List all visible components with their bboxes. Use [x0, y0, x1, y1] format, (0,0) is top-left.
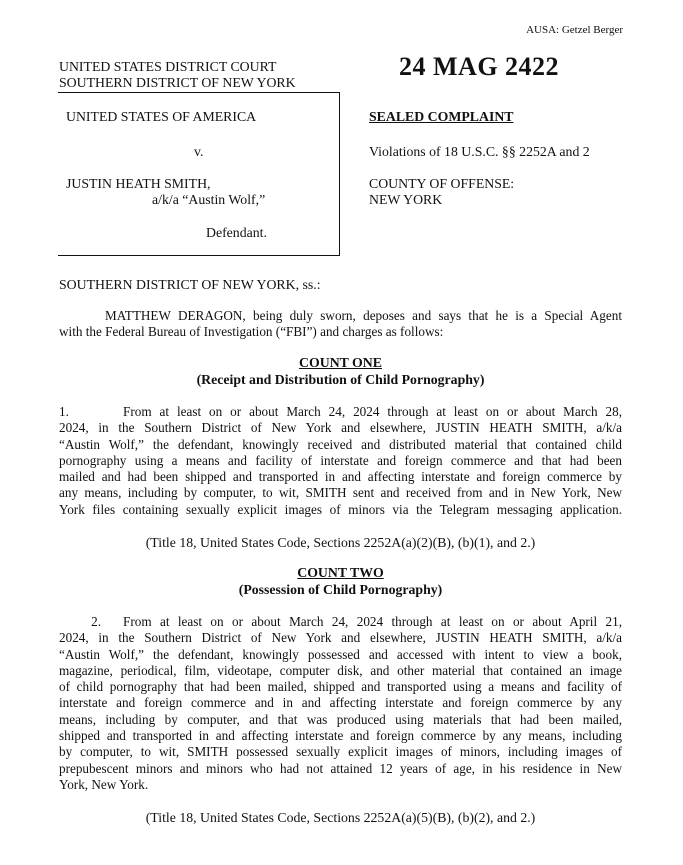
count-two-subheading: (Possession of Child Pornography)	[238, 582, 443, 597]
court-line-1: UNITED STATES DISTRICT COURT	[59, 59, 277, 74]
plaintiff-name: UNITED STATES OF AMERICA	[66, 109, 257, 124]
count-two-line-5: interstate and foreign commerce and in and affecting interstate and foreign commerce by any	[59, 695, 622, 711]
count-one-line-0-row	[59, 404, 622, 420]
count-two-line-7: shipped and transported in and affecting interstate and foreign commerce by any means, including	[59, 728, 622, 744]
intro-paragraph	[59, 308, 622, 341]
count-two-line-10: York, New York.	[59, 776, 149, 792]
count-two-line-8: by computer, to wit, SMITH possessed sexually explicit images of minors, including images of	[59, 744, 622, 760]
count-one-line-3: pornography using a means and facility of interstate and foreign commerce and that had been	[59, 452, 622, 468]
count-one-subheading: (Receipt and Distribution of Child Pornography)	[196, 372, 485, 387]
court-name	[59, 59, 296, 91]
count-two-line-3: magazine, periodical, film, videotape, computer disk, and other material that contained an image	[59, 662, 622, 678]
paragraph-number: 1.	[59, 404, 69, 419]
intro-line-1: MATTHEW DERAGON, being duly sworn, deposes and says that he is a Special Agent	[105, 308, 622, 323]
complaint-title: SEALED COMPLAINT	[369, 109, 514, 124]
count-one-statute: (Title 18, United States Code, Sections 2252A(a)(2)(B), (b)(1), and 2.)	[145, 535, 536, 550]
count-two-line-2: “Austin Wolf,” the defendant, knowingly possessed and accessed with intent to view a book,	[59, 646, 622, 662]
defendant-aka: a/k/a “Austin Wolf,”	[152, 192, 266, 207]
count-one-line-6: York files containing sexually explicit images of minors via the Telegram messaging application.	[59, 501, 622, 517]
count-two-heading: COUNT TWO	[297, 565, 384, 580]
count-one-line-2: “Austin Wolf,” the defendant, knowingly received and distributed material that contained child	[59, 436, 622, 452]
count-one-line-1: 2024, in the Southern District of New York and elsewhere, JUSTIN HEATH SMITH, a/k/a	[59, 420, 622, 436]
count-two-paragraph	[59, 614, 622, 793]
count-one-line-4: mailed and had been shipped and transported in and affecting interstate and foreign commerce by	[59, 469, 622, 485]
court-line-2: SOUTHERN DISTRICT OF NEW YORK	[59, 75, 296, 90]
count-two-line-0-row	[59, 614, 622, 630]
versus-label: v.	[194, 144, 204, 159]
intro-line-2: with the Federal Bureau of Investigation (“FBI”) and charges as follows:	[59, 324, 444, 340]
count-one-heading: COUNT ONE	[299, 355, 382, 370]
county-value: NEW YORK	[369, 192, 443, 207]
paragraph-number: 2.	[91, 614, 101, 629]
count-one-line-0: From at least on or about March 24, 2024 through at least on or about March 28,	[123, 404, 622, 419]
count-two-statute: (Title 18, United States Code, Sections 2252A(a)(5)(B), (b)(2), and 2.)	[145, 810, 536, 825]
ausa-label: AUSA: Getzel Berger	[526, 24, 623, 36]
count-one-paragraph	[59, 404, 622, 518]
defendant-label: Defendant.	[206, 225, 267, 240]
count-two-line-4: of child pornography that had been mailed, shipped and transported using a means and facility of	[59, 679, 622, 695]
count-two-line-6: means, including by computer, and that was produced using materials that had been mailed,	[59, 711, 622, 727]
violations-text: Violations of 18 U.S.C. §§ 2252A and 2	[369, 144, 590, 159]
count-two-line-1: 2024, in the Southern District of New York and elsewhere, JUSTIN HEATH SMITH, a/k/a	[59, 630, 622, 646]
venue-line: SOUTHERN DISTRICT OF NEW YORK, ss.:	[59, 277, 321, 292]
count-two-line-9: prepubescent minors and minors who had not attained 12 years of age, in his residence in New	[59, 760, 622, 776]
docket-number: 24 MAG 2422	[399, 52, 560, 81]
defendant-name: JUSTIN HEATH SMITH,	[66, 176, 211, 191]
count-one-line-5: any means, including by computer, to wit, SMITH sent and received from and in New York, New	[59, 485, 622, 501]
count-two-line-0: From at least on or about March 24, 2024 through at least on or about April 21,	[123, 614, 622, 629]
county-label: COUNTY OF OFFENSE:	[369, 176, 515, 191]
